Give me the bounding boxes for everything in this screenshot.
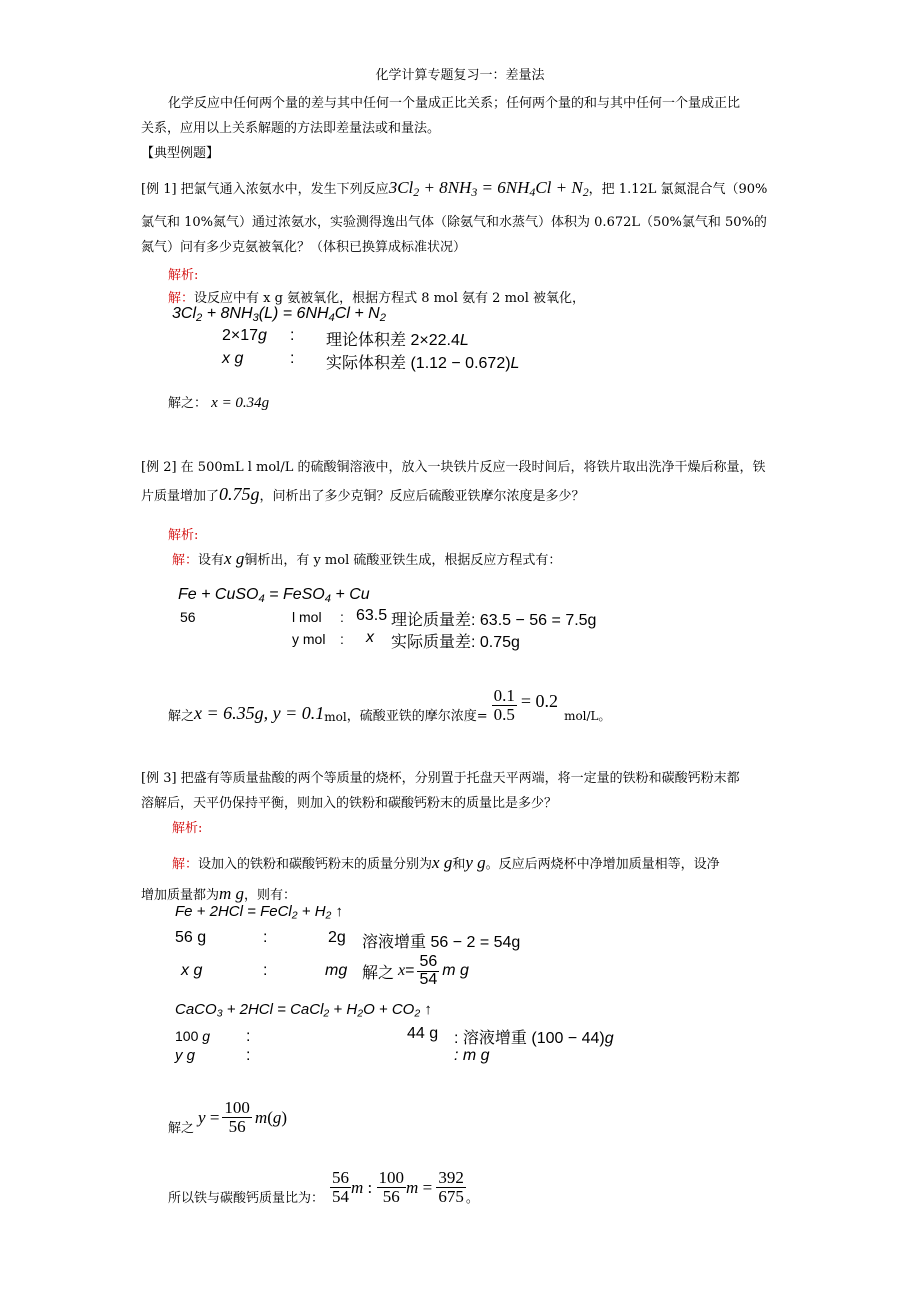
ex1-row-2: x g: [222, 350, 244, 367]
ex3-ratio-frac-1: [330, 1169, 351, 1206]
ex2-sol-a: 设有: [198, 553, 225, 568]
ex3-sol-a: 设加入的铁粉和碳酸钙粉末的质量分别为: [198, 857, 433, 872]
ex3-fe-row2-mid: mg: [325, 962, 348, 979]
ex2-row2-right: x: [366, 629, 374, 646]
ex1-actual: 实际体积差 (1.12 − 0.672)L: [326, 355, 520, 372]
ex3-fe-colon1: :: [263, 929, 268, 946]
ex1-answer-line: [168, 392, 269, 412]
ex3-fe-row1: 56 g: [175, 929, 207, 946]
ex2-text-b: ，问析出了多少克铜？反应后硫酸亚铁摩尔浓度是多少？: [259, 489, 585, 504]
ex3-end: 。: [465, 1191, 479, 1206]
ex3-y-frac-den: 56: [228, 1117, 246, 1137]
ex1-reaction-equation: $3Cl_2 + 8NH_3 = 6NH_4Cl + N_2$: [388, 178, 589, 199]
ex1-question-line-3: 氮气）问有多少克氨被氧化？（体积已换算成标准状况）: [141, 240, 467, 255]
ex3-fe-row1-value: 56 − 2 = 54g: [430, 934, 521, 951]
page-title: 化学计算专题复习一：差量法: [375, 68, 545, 83]
ex2-result-line: [168, 678, 611, 724]
ex3-m-b: ，则有：: [244, 888, 297, 903]
ex3-ca-colon1: :: [246, 1028, 251, 1045]
ex2-equation: Fe + CuSO$_4$ = FeSO$_4$ + Cu: [178, 586, 370, 605]
ex3-fe-frac-num: 56: [419, 952, 438, 970]
ex1-colon-1: :: [290, 327, 295, 344]
ex1-solution-label: 解：: [168, 291, 195, 306]
ex1-solution-text: 设反应中有 x g 氨被氧化，根据方程式 8 mol 氨有 2 mol 被氧化，: [194, 291, 586, 306]
ex2-conc-label: ，硫酸亚铁的摩尔浓度=: [346, 709, 488, 724]
ex1-question-line-2: 氯气和 10%氮气）通过浓氨水，实验测得逸出气体（除氨气和水蒸气）体积为 0.672L（50%氯气和 50%的: [141, 215, 767, 230]
ex2-solution-line: 解：设有x g铜析出，有 y mol 硫酸亚铁生成，根据反应方程式有：: [172, 549, 562, 568]
ex2-actual-label: 实际质量差:: [391, 634, 476, 651]
ex3-fe-colon2: :: [263, 962, 268, 979]
ex3-fe-row1-mid: 2g: [328, 929, 346, 946]
ex3-fe-solve: 解之 x = $\frac{56}{54}$ m g: [362, 952, 469, 988]
ex2-frac-num: 0.1: [493, 686, 515, 706]
ex1-row1-left: 2×17: [222, 327, 259, 344]
ex3-fe-fraction: [417, 954, 439, 989]
ex2-mass-increase: 0.75g: [219, 484, 260, 504]
ex2-result-eq: x = 6.35g, y = 0.1: [194, 703, 325, 723]
ex1-analysis-label: 解析:: [168, 268, 199, 283]
ex3-question-line-2: 溶解后，天平仍保持平衡，则加入的铁粉和碳酸钙粉末的质量比是多少？: [141, 796, 558, 811]
ex3-ca-row1-right: : 溶液增重 (100 − 44)g: [454, 1030, 614, 1047]
ex3-fe-row1-label: 溶液增重: [362, 934, 427, 951]
ex3-y-result: 解之 y = $\frac{100}{56}$ m ( g ): [168, 1098, 288, 1137]
ex2-row2-colon: :: [340, 631, 344, 647]
ex2-frac-den: 0.5: [493, 705, 515, 725]
ex3-analysis-label: 解析:: [172, 821, 203, 836]
ex2-row2-mid: y mol: [292, 631, 326, 647]
ex2-theory-value: 63.5 − 56 = 7.5g: [479, 612, 597, 629]
ex3-ratio-f2-den: 56: [382, 1187, 400, 1207]
ex2-unit-mol: mol: [324, 710, 347, 724]
ex2-theory-label: 理论质量差:: [391, 612, 476, 629]
ex2-sol-b: 铜析出，有 y mol 硫酸亚铁生成，根据反应方程式有：: [244, 553, 562, 568]
ex2-solution-label: 解：: [172, 553, 199, 568]
ex3-ratio-f3-den: 675: [438, 1187, 464, 1207]
ex3-ratio-f1-den: 54: [332, 1187, 350, 1207]
ex3-ca-row1-left: 100: [175, 1028, 199, 1044]
ex1-text-b: ，把 1.12L 氯氮混合气（90%: [588, 182, 768, 197]
ex1-row2-left: x: [222, 350, 230, 367]
ex3-fe-solve-label: 解之: [362, 964, 395, 982]
ex2-solve-label: 解之: [168, 709, 195, 724]
ex1-question-line-1: [141, 178, 767, 200]
ex2-text-a: 片质量增加了: [141, 489, 220, 504]
ex3-ca-row1-label: 溶液增重: [462, 1030, 527, 1047]
ex3-ratio-frac-2: [377, 1169, 407, 1206]
ex2-row0-left: 56: [180, 609, 196, 625]
ex3-ca-row1-value: (100 − 44): [531, 1030, 605, 1047]
ex1-theory-label: 理论体积差: [326, 332, 407, 349]
ex3-ca-colon2: :: [246, 1047, 251, 1064]
ex2-theory: [391, 607, 596, 630]
ex2-row1-right: 63.5: [356, 607, 388, 624]
ex3-ratio-f1-num: 56: [332, 1168, 350, 1188]
ex3-ca-row2-right: : m g: [454, 1047, 490, 1064]
ex3-ca-row1-mid: 44 g: [407, 1025, 439, 1042]
section-heading: 【典型例题】: [141, 146, 220, 161]
ex1-theory: 理论体积差 2×22.4L: [326, 332, 469, 349]
ex3-ratio-f3-num: 392: [438, 1168, 464, 1188]
ex1-equation: $3Cl_2 + 8NH_3(L) = 6NH_4Cl + N_2$: [172, 305, 386, 324]
ex1-actual-label: 实际体积差: [326, 355, 407, 372]
ex1-theory-value: 2×22.4: [410, 332, 460, 349]
ex1-answer: x = 0.34g: [211, 395, 270, 411]
ex3-m-line: 增加质量都为m g，则有：: [141, 884, 297, 903]
ex1-actual-value: (1.12 − 0.672): [410, 355, 511, 372]
ex3-solution-label: 解：: [172, 857, 199, 872]
ex3-ratio-f2-num: 100: [378, 1168, 405, 1188]
ex3-fe-frac-den: 54: [419, 970, 438, 988]
ex2-frac-result: = 0.2: [520, 690, 559, 711]
ex1-row-1: 2×17g: [222, 327, 267, 344]
ex3-ca-row2: y g: [175, 1047, 196, 1064]
ex1-colon-2: :: [290, 350, 295, 367]
ex3-ca-row2-value: m g: [462, 1047, 490, 1064]
ex3-fe-equation: Fe + 2HCl = FeCl$_2$ + $H_2$ ↑: [175, 903, 344, 922]
ex2-question-line-1: [例 2] 在 500mL l mol/L 的硫酸铜溶液中，放入一块铁片反应一段时间后，将铁片取出洗净干燥后称量，铁: [141, 460, 766, 475]
ex2-unit-conc: mol/L。: [564, 709, 611, 723]
ex3-y-frac-num: 100: [224, 1098, 250, 1118]
ex1-solution-line: [168, 287, 585, 306]
ex3-fe-row2: x g: [181, 962, 203, 979]
ex3-ratio-label: 所以铁与碳酸钙质量比为：: [168, 1191, 325, 1206]
ex1-answer-label: 解之：: [168, 396, 208, 411]
ex3-ratio-line: 所以铁与碳酸钙质量比为： $\frac{56}{54}$ m : $\frac{100}{56}$ m = $\frac{392}{675}$ 。: [168, 1168, 479, 1207]
ex3-solution-line: 解：设加入的铁粉和碳酸钙粉末的质量分别为x g和y g。反应后两烧杯中净增加质量相等，设净: [172, 853, 720, 872]
ex2-actual: [391, 629, 520, 652]
ex3-sol-b: 。反应后两烧杯中净增加质量相等，设净: [485, 857, 720, 872]
ex3-ca-equation: CaCO$_3$ + 2HCl = CaCl$_2$ + $H_2O + CO_2$ ↑: [175, 1001, 432, 1020]
intro-line-2: 关系，应用以上关系解题的方法即差量法或和量法。: [141, 121, 441, 136]
ex2-actual-value: 0.75g: [479, 634, 520, 651]
ex1-text-a: [例 1] 把氯气通入浓氨水中，发生下列反应: [141, 182, 389, 197]
ex2-question-line-2: [141, 484, 585, 505]
ex2-row1-colon: :: [340, 609, 344, 625]
ex3-ca-row1: 100 g: [175, 1028, 211, 1044]
intro-line-1: 化学反应中任何两个量的差与其中任何一个量成正比关系；任何两个量的和与其中任何一个量成正比: [168, 96, 741, 111]
ex3-question-line-1: [例 3] 把盛有等质量盐酸的两个等质量的烧杯，分别置于托盘天平两端，将一定量的铁粉和碳酸钙粉末都: [141, 771, 740, 786]
ex2-analysis-label: 解析:: [168, 528, 199, 543]
ex2-fraction: [492, 687, 517, 724]
ex3-m-a: 增加质量都为: [141, 888, 220, 903]
ex3-ratio-frac-3: [436, 1169, 466, 1206]
ex2-row1-mid: l mol: [292, 609, 322, 625]
ex3-y-solve-label: 解之: [168, 1121, 195, 1136]
ex3-y-fraction: [222, 1099, 252, 1136]
